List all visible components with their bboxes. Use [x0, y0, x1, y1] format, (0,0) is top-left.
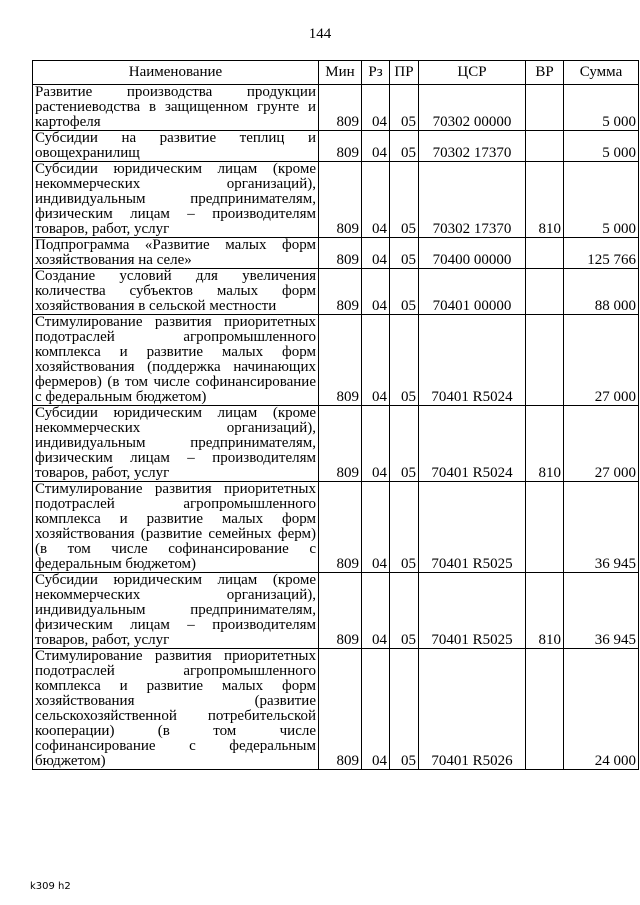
- table-row: [33, 573, 639, 649]
- row-rz: 04: [362, 162, 390, 238]
- row-min: 809: [319, 269, 362, 315]
- row-csr: 70401 R5025: [419, 482, 526, 573]
- row-rz: 04: [362, 649, 390, 770]
- row-pr: 05: [390, 238, 419, 269]
- row-name: Подпрограмма «Развитие малых форм хозяйствования на селе»: [33, 238, 319, 269]
- row-min: 809: [319, 85, 362, 131]
- row-min: 809: [319, 649, 362, 770]
- table-row: [33, 482, 639, 573]
- row-vr: [526, 482, 564, 573]
- row-rz: 04: [362, 406, 390, 482]
- row-sum: 27 000: [564, 406, 639, 482]
- row-vr: [526, 269, 564, 315]
- row-csr: 70302 00000: [419, 85, 526, 131]
- table-row: [33, 406, 639, 482]
- row-vr: [526, 131, 564, 162]
- row-pr: 05: [390, 573, 419, 649]
- row-rz: 04: [362, 85, 390, 131]
- row-pr: 05: [390, 649, 419, 770]
- table-row: [33, 131, 639, 162]
- row-vr: 810: [526, 406, 564, 482]
- row-sum: 24 000: [564, 649, 639, 770]
- header-name: Наименование: [33, 61, 319, 85]
- row-name: Стимулирование развития приоритетных подотраслей агропромышленного комплекса и развитие малых форм хозяйствования (развитие семейных ферм) (в том числе софинансирование с федеральным бюджетом): [33, 482, 319, 573]
- table-row: [33, 162, 639, 238]
- row-vr: [526, 238, 564, 269]
- row-csr: 70302 17370: [419, 131, 526, 162]
- row-vr: 810: [526, 162, 564, 238]
- row-min: 809: [319, 131, 362, 162]
- row-name: Субсидии юридическим лицам (кроме некоммерческих организаций), индивидуальным предпринимателям, физическим лицам – производителям товаров, работ, услуг: [33, 162, 319, 238]
- row-name: Создание условий для увеличения количества субъектов малых форм хозяйствования в сельской местности: [33, 269, 319, 315]
- row-name: Стимулирование развития приоритетных подотраслей агропромышленного комплекса и развитие малых форм хозяйствования (поддержка начинающих фермеров) (в том числе софинансирование с федеральным бюджетом): [33, 315, 319, 406]
- row-pr: 05: [390, 131, 419, 162]
- header-csr: ЦСР: [419, 61, 526, 85]
- row-rz: 04: [362, 269, 390, 315]
- row-csr: 70302 17370: [419, 162, 526, 238]
- page-number: 144: [308, 26, 332, 42]
- row-rz: 04: [362, 573, 390, 649]
- row-csr: 70401 R5026: [419, 649, 526, 770]
- header-row: [33, 61, 639, 85]
- row-name: Субсидии на развитие теплиц и овощехранилищ: [33, 131, 319, 162]
- row-name: Субсидии юридическим лицам (кроме некоммерческих организаций), индивидуальным предпринимателям, физическим лицам – производителям товаров, работ, услуг: [33, 406, 319, 482]
- table-row: [33, 85, 639, 131]
- row-min: 809: [319, 315, 362, 406]
- row-sum: 5 000: [564, 131, 639, 162]
- row-csr: 70400 00000: [419, 238, 526, 269]
- row-vr: 810: [526, 573, 564, 649]
- table-row: [33, 649, 639, 770]
- row-min: 809: [319, 238, 362, 269]
- row-name: Стимулирование развития приоритетных подотраслей агропромышленного комплекса и развитие малых форм хозяйствования (развитие сельскохозяйственной потребительской кооперации) (в том числе софинансирование с федеральным бюджетом): [33, 649, 319, 770]
- row-csr: 70401 R5025: [419, 573, 526, 649]
- row-sum: 5 000: [564, 85, 639, 131]
- table-row: [33, 315, 639, 406]
- row-csr: 70401 R5024: [419, 315, 526, 406]
- row-name: Развитие производства продукции растениеводства в защищенном грунте и картофеля: [33, 85, 319, 131]
- footer-code: k309 h2: [30, 881, 71, 892]
- row-sum: 27 000: [564, 315, 639, 406]
- row-sum: 36 945: [564, 482, 639, 573]
- row-pr: 05: [390, 162, 419, 238]
- row-sum: 88 000: [564, 269, 639, 315]
- header-rz: Рз: [362, 61, 390, 85]
- row-min: 809: [319, 573, 362, 649]
- header-vr: ВР: [526, 61, 564, 85]
- row-pr: 05: [390, 85, 419, 131]
- header-sum: Сумма: [564, 61, 639, 85]
- row-vr: [526, 649, 564, 770]
- table-row: [33, 269, 639, 315]
- row-pr: 05: [390, 315, 419, 406]
- row-sum: 36 945: [564, 573, 639, 649]
- header-pr: ПР: [390, 61, 419, 85]
- row-name: Субсидии юридическим лицам (кроме некоммерческих организаций), индивидуальным предпринимателям, физическим лицам – производителям товаров, работ, услуг: [33, 573, 319, 649]
- row-pr: 05: [390, 482, 419, 573]
- table-body: [33, 85, 639, 770]
- row-rz: 04: [362, 482, 390, 573]
- row-min: 809: [319, 482, 362, 573]
- row-pr: 05: [390, 406, 419, 482]
- row-vr: [526, 85, 564, 131]
- row-min: 809: [319, 162, 362, 238]
- row-rz: 04: [362, 238, 390, 269]
- table-row: [33, 238, 639, 269]
- row-min: 809: [319, 406, 362, 482]
- row-csr: 70401 00000: [419, 269, 526, 315]
- row-vr: [526, 315, 564, 406]
- header-min: Мин: [319, 61, 362, 85]
- row-sum: 125 766: [564, 238, 639, 269]
- row-csr: 70401 R5024: [419, 406, 526, 482]
- row-pr: 05: [390, 269, 419, 315]
- table-header: [33, 61, 639, 85]
- row-rz: 04: [362, 315, 390, 406]
- budget-table: [32, 60, 639, 770]
- row-sum: 5 000: [564, 162, 639, 238]
- row-rz: 04: [362, 131, 390, 162]
